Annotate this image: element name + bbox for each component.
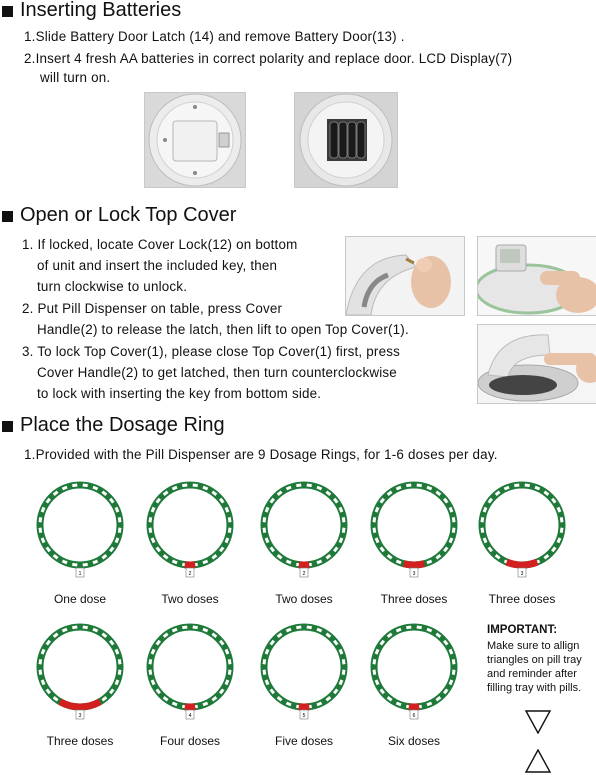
press-handle-photo <box>477 236 596 316</box>
red-dose-segment <box>404 564 425 565</box>
ring-caption: Three doses <box>488 592 556 606</box>
cover-step-1: 1. If locked, locate Cover Lock(12) on bottom <box>22 237 298 252</box>
ring-tab-number: 3 <box>412 571 416 577</box>
section-heading-batteries: Inserting Batteries <box>20 0 182 21</box>
battery-step-2: 2.Insert 4 fresh AA batteries in correct polarity and replace door. LCD Display(7) <box>24 51 513 66</box>
section-heading-dosage-ring: Place the Dosage Ring <box>20 414 225 436</box>
ring-caption: Three doses <box>46 734 114 748</box>
cover-step-3: 3. To lock Top Cover(1), please close Top Cover(1) first, press <box>22 344 401 359</box>
key-unlock-photo <box>345 236 465 316</box>
cover-step-2: 2. Put Pill Dispenser on table, press Cover <box>22 301 283 316</box>
ring-band <box>150 485 230 565</box>
bullet-square-icon <box>2 6 13 17</box>
ring-band <box>264 627 344 707</box>
dosage-ring <box>25 470 135 580</box>
ring-band <box>482 485 562 565</box>
ring-tab-number: 1 <box>78 571 82 577</box>
important-line-4: filling tray with pills. <box>487 682 582 694</box>
battery-step-1: 1.Slide Battery Door Latch (14) and remove Battery Door(13) . <box>24 29 405 44</box>
ring-tab-number: 2 <box>188 571 192 577</box>
dosage-ring <box>359 470 469 580</box>
cover-step-3-cont-a: Cover Handle(2) to get latched, then turn counterclockwise <box>37 365 397 380</box>
cover-step-1-cont-b: turn clockwise to unlock. <box>37 279 188 294</box>
ring-caption: One dose <box>53 592 107 606</box>
battery-step-2-cont: will turn on. <box>40 70 111 85</box>
ring-band <box>40 627 120 707</box>
dosage-ring <box>249 470 359 580</box>
cover-step-1-cont-a: of unit and insert the included key, then <box>37 258 278 273</box>
ring-band <box>374 485 454 565</box>
ring-tab-number: 3 <box>520 571 524 577</box>
important-line-3: and reminder after <box>487 668 577 680</box>
ring-band <box>40 485 120 565</box>
ring-band <box>150 627 230 707</box>
battery-compartment-photo <box>294 92 398 188</box>
dosage-ring <box>135 470 245 580</box>
important-line-1: Make sure to allign <box>487 640 580 652</box>
battery-door-photo <box>144 92 246 188</box>
ring-band <box>374 627 454 707</box>
ring-caption: Three doses <box>380 592 448 606</box>
ring-caption: Four doses <box>159 734 221 748</box>
ring-caption: Six doses <box>387 734 441 748</box>
cover-step-2-cont: Handle(2) to release the latch, then lift to open Top Cover(1). <box>37 322 409 337</box>
ring-band <box>264 485 344 565</box>
ring-tab-number: 4 <box>188 713 192 719</box>
dosage-ring <box>135 612 245 722</box>
bullet-square-icon <box>2 421 13 432</box>
section-heading-top-cover: Open or Lock Top Cover <box>20 204 237 226</box>
down-triangle-icon <box>525 710 551 734</box>
ring-tab-number: 3 <box>78 713 82 719</box>
up-triangle-icon <box>525 749 551 773</box>
lift-cover-photo <box>477 324 596 404</box>
dosage-ring <box>359 612 469 722</box>
red-dose-segment <box>507 562 538 565</box>
ring-caption: Two doses <box>275 592 333 606</box>
ring-caption: Five doses <box>274 734 334 748</box>
ring-tab-number: 5 <box>302 713 306 719</box>
important-title: IMPORTANT: <box>487 624 558 636</box>
ring-caption: Two doses <box>161 592 219 606</box>
dosage-ring <box>25 612 135 722</box>
red-dose-segment <box>60 702 100 707</box>
bullet-square-icon <box>2 211 13 222</box>
cover-step-3-cont-b: to lock with inserting the key from bottom side. <box>37 386 322 401</box>
dosage-ring <box>467 470 577 580</box>
ring-tab-number: 6 <box>412 713 416 719</box>
dosage-ring <box>249 612 359 722</box>
important-line-2: triangles on pill tray <box>487 654 582 666</box>
dosage-step-1: 1.Provided with the Pill Dispenser are 9 Dosage Rings, for 1-6 doses per day. <box>24 447 498 462</box>
ring-tab-number: 2 <box>302 571 306 577</box>
